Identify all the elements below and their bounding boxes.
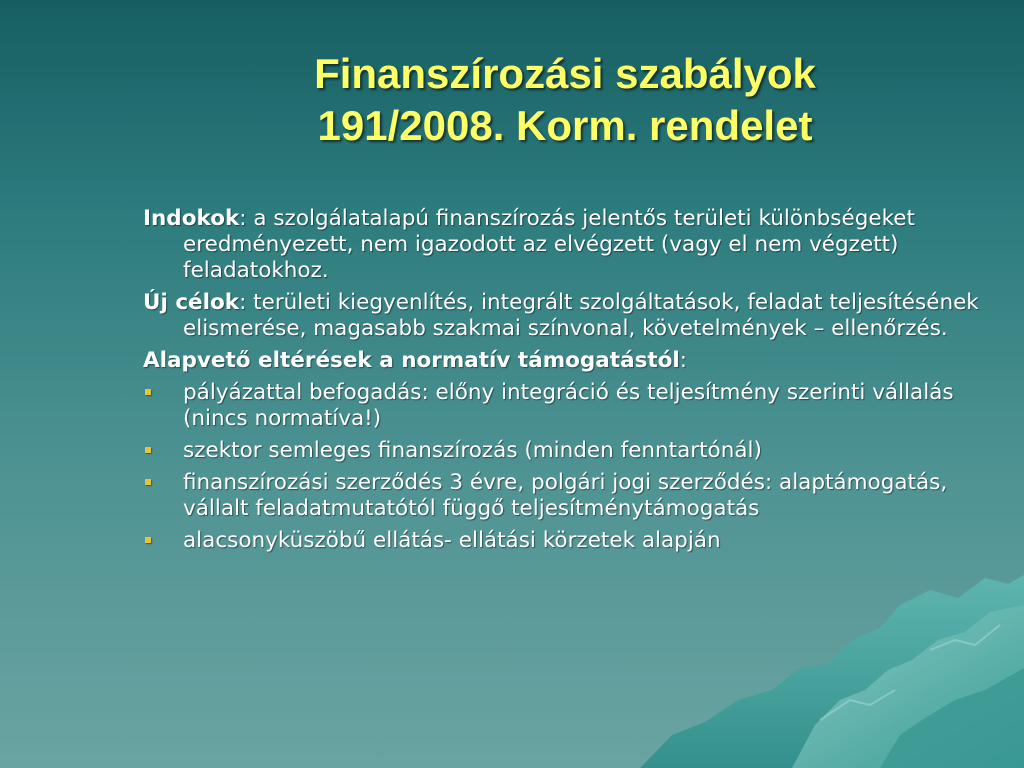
slide-body — [143, 206, 983, 560]
paragraph-text: : a szolgálatalapú finanszírozás jelentős területi különbségeket eredményezett, nem igazodott az elvégzett (vagy el nem végzett) feladatokhoz. — [183, 206, 915, 283]
list-item — [143, 528, 983, 554]
paragraph-reasons — [143, 206, 983, 284]
paragraph-label: Alapvető eltérések a normatív támogatástól — [143, 348, 680, 373]
title-line-1: Finanszírozási szabályok — [314, 50, 816, 97]
paragraph-differences — [143, 348, 983, 374]
paragraph-label: Indokok — [143, 206, 240, 231]
list-item-text: pályázattal befogadás: előny integráció és teljesítmény szerinti vállalás (nincs normatíva!) — [183, 380, 954, 431]
list-item-text: szektor semleges finanszírozás (minden fenntartónál) — [183, 438, 762, 463]
paragraph-new-goals — [143, 290, 983, 342]
paragraph-text: : — [679, 348, 688, 373]
paragraph-text: : területi kiegyenlítés, integrált szolgáltatások, feladat teljesítésének elismerése, magasabb szakmai színvonal, követelmények – ellenőrzés. — [183, 290, 979, 341]
square-bullet-icon — [145, 447, 151, 453]
list-item-text: finanszírozási szerződés 3 évre, polgári jogi szerződés: alaptámogatás, vállalt feladatmutatótól függő teljesítménytámogatás — [183, 470, 948, 521]
paragraph-label: Új célok — [143, 290, 240, 315]
slide-title — [150, 48, 980, 152]
title-line-2: 191/2008. Korm. rendelet — [317, 102, 813, 149]
square-bullet-icon — [145, 479, 151, 485]
bullet-list — [143, 380, 983, 554]
square-bullet-icon — [145, 389, 151, 395]
square-bullet-icon — [145, 537, 151, 543]
list-item — [143, 380, 983, 432]
list-item-text: alacsonyküszöbű ellátás- ellátási körzetek alapján — [183, 528, 721, 553]
list-item — [143, 438, 983, 464]
list-item — [143, 470, 983, 522]
